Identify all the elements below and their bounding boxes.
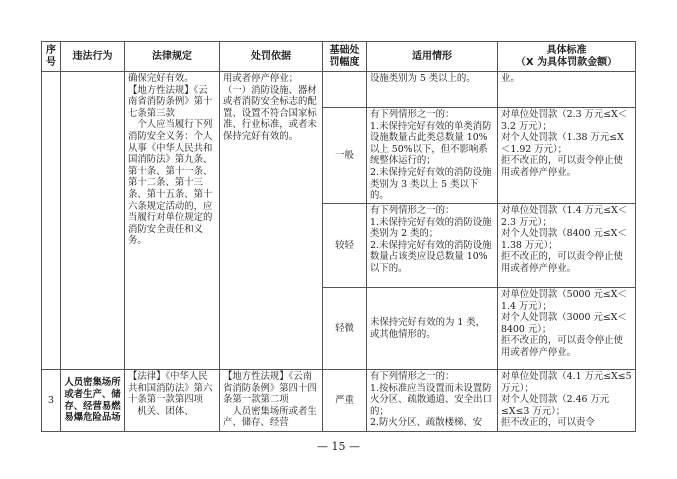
level-cell: 严重 — [323, 370, 367, 432]
header-basis: 处罚依据 — [220, 42, 323, 72]
row3-seq-cell: 3 — [42, 370, 61, 432]
situation-cell — [367, 204, 498, 288]
row1-legal-cell — [125, 72, 220, 370]
row1-cont-standard-cell — [498, 72, 636, 108]
level-cell: 较轻 — [323, 204, 367, 288]
standard-cell — [498, 288, 636, 370]
situation-text: 有下列情形之一的： 1.未保持完好有效的单类消防设施数量占此类总数量 10%以上 50%以下，但不影响系统整体运行的； 2.未保持完好有效的消防设施类别为 3 类以上 5 类以下的。 — [370, 109, 492, 202]
header-seq: 序号 — [42, 42, 61, 72]
row1-basis-text: 用或者停产停业； （一）消防设施、器材或者消防安全标志的配置、设置不符合国家标准、行业标准，或者未保持完好有效的。 — [223, 73, 317, 142]
situation-text: 有下列情形之一的： 1.未保持完好有效的消防设施类别为 2 类的； 2.未保持完好有效的消防设施数量占该类应设总数量 10%以下的。 — [370, 205, 492, 274]
row1-cont-standard: 业。 — [501, 73, 520, 84]
situation-text: 有下列情形之一的： 1.按标准应当设置而未设置防火分区、疏散通道、安全出口的； 2.防火分区、疏散楼梯、安 — [370, 371, 492, 429]
header-standard-sub: （X 为具体罚款金额） — [515, 56, 618, 68]
row3-basis-text: 【地方性法规】《云南省消防条例》第四十四条第一款第二项 人员密集场所或者生产、储存、经营 — [223, 371, 317, 429]
row1-seq-cell — [42, 72, 61, 370]
header-violation: 违法行为 — [61, 42, 125, 72]
level-cell: 一般 — [323, 108, 367, 204]
row3-legal-text: 【法律】《中华人民共和国消防法》第六十条第一款第四项 机关、团体、 — [128, 371, 213, 417]
header-standard — [498, 42, 636, 72]
standard-text: 对单位处罚款（4.1 万元≤X≤5 万元）； 对个人处罚款（2.46 万元≤X≤3 万元）； 拒不改正的，可以责令 — [501, 371, 632, 429]
row3-basis-cell — [220, 370, 323, 432]
situation-cell — [367, 108, 498, 204]
header-legal: 法律规定 — [125, 42, 220, 72]
standard-cell — [498, 204, 636, 288]
header-standard-title: 具体标准 — [546, 45, 587, 56]
situation-cell — [367, 288, 498, 370]
row3-legal-cell — [125, 370, 220, 432]
header-row — [42, 42, 636, 72]
header-level: 基础处罚幅度 — [323, 42, 367, 72]
row1-cont-situation-cell — [367, 72, 498, 108]
standard-text: 对单位处罚款（1.4 万元≤X＜2.3 万元）； 对个人处罚款（8400 元≤X＜1.38 万元）； 拒不改正的，可以责令停止使用或者停产停业。 — [501, 205, 628, 274]
row1-cont-level-cell — [323, 72, 367, 108]
standard-text: 对单位处罚款（2.3 万元≤X＜3.2 万元）； 对个人处罚款（1.38 万元≤X＜1.92 万元）； 拒不改正的，可以责令停止使用或者停产停业。 — [501, 109, 628, 178]
standard-cell — [498, 370, 636, 432]
row1-legal-text: 确保完好有效。 【地方性法规】《云南省消防条例》第十七条第三款 个人应当履行下列消防安全义务：个人从事《中华人民共和国消防法》第九条、第十条、第十一条、第十二条、第十三条、第十五条、第十六条规定活动的，应当履行对单位规定的消防安全责任和义务。 — [128, 73, 213, 247]
standard-text: 对单位处罚款（5000 元≤X＜1.4 万元）； 对个人处罚款（3000 元≤X＜8400 元）； 拒不改正的，可以责令停止使用或者停产停业。 — [501, 289, 627, 358]
page-number: — 15 — — [317, 440, 360, 453]
situation-cell — [367, 370, 498, 432]
penalty-standard-table — [41, 41, 636, 432]
standard-cell — [498, 108, 636, 204]
row1-basis-cell — [220, 72, 323, 370]
table-row — [42, 370, 636, 432]
table-row — [42, 72, 636, 108]
level-cell: 轻微 — [323, 288, 367, 370]
situation-text: 未保持完好有效的为 1 类，或其他情形的。 — [370, 316, 486, 340]
header-situation: 适用情形 — [367, 42, 498, 72]
row3-violation-cell: 人员密集场所或者生产、储存、经营易燃易爆危险品场 — [61, 370, 125, 432]
row1-cont-situation: 设施类别为 5 类以上的。 — [370, 73, 476, 84]
row1-violation-cell — [61, 72, 125, 370]
